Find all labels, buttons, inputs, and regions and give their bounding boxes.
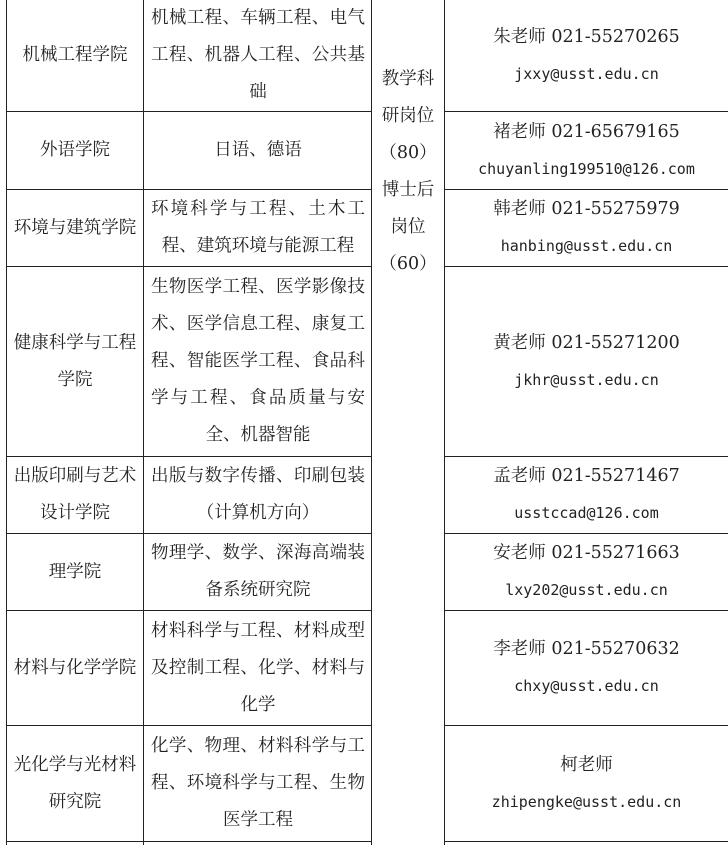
- college-name: 材料与化学学院: [13, 657, 137, 678]
- contact-cell: [445, 611, 728, 725]
- postdoc-post-label: 博士后岗位: [381, 180, 435, 237]
- major-list: [144, 112, 371, 189]
- contact-name-phone: [493, 325, 679, 362]
- major-text: 化学、物理、材料科学与工程、环境科学与工程、生物医学工程: [151, 736, 365, 830]
- major-text: 机械工程、车辆工程、电气工程、机器人工程、公共基础: [151, 8, 365, 102]
- major-text: 环境科学与工程、土木工程、建筑环境与能源工程: [151, 199, 365, 256]
- contact-email[interactable]: zhipengke@usst.edu.cn: [491, 792, 682, 811]
- contact-name-phone: [493, 631, 679, 668]
- major-list: [144, 457, 371, 533]
- contact-phone: 021-55271200: [551, 332, 680, 353]
- major-text: 材料科学与工程、材料成型及控制工程、化学、材料与化学: [151, 620, 365, 715]
- college-name: 理学院: [48, 561, 102, 582]
- contact-email[interactable]: usstccad@126.com: [514, 504, 659, 522]
- contact-name: 孟老师: [493, 466, 546, 486]
- contact-cell: [445, 457, 728, 533]
- contact-phone: 021-55271467: [551, 466, 680, 486]
- major-list: [144, 190, 371, 266]
- college-name: 环境与建筑学院: [13, 217, 137, 238]
- contact-name-phone: [493, 114, 679, 151]
- contact-name-phone: [493, 19, 679, 56]
- contact-name: 褚老师: [493, 121, 546, 142]
- contact-name-phone: [493, 458, 679, 495]
- major-list: [144, 726, 371, 841]
- contact-cell: [445, 190, 728, 266]
- contact-phone: 021-55270632: [551, 639, 680, 659]
- contact-email[interactable]: lxy202@usst.edu.cn: [505, 581, 668, 599]
- contact-email[interactable]: chuyanling199510@126.com: [478, 159, 695, 178]
- contact-phone: 021-55275979: [551, 199, 680, 219]
- contact-name: 韩老师: [493, 199, 546, 219]
- major-list: [144, 611, 371, 725]
- contact-name: 柯老师: [560, 754, 613, 775]
- postdoc-post-count: （60）: [379, 254, 437, 274]
- contact-name: 黄老师: [493, 332, 546, 353]
- post-type-cell: [372, 52, 444, 292]
- contact-phone: 021-55270265: [551, 26, 680, 47]
- contact-cell: [445, 0, 728, 111]
- contact-name-phone: [493, 535, 679, 572]
- research-post-label: 教学科研岗位: [381, 69, 435, 126]
- research-post-count: （80）: [379, 143, 437, 163]
- college-name: 外语学院: [40, 140, 110, 160]
- major-list: [144, 267, 371, 456]
- contact-phone: 021-55271663: [551, 543, 680, 563]
- contact-cell: [445, 267, 728, 456]
- row-divider: [444, 841, 728, 842]
- contact-cell: [445, 726, 728, 841]
- contact-name: 安老师: [493, 543, 546, 563]
- major-text: 物理学、数学、深海高端装备系统研究院: [151, 543, 365, 600]
- college-name: 光化学与光材料研究院: [13, 754, 137, 812]
- contact-email[interactable]: jkhr@usst.edu.cn: [514, 370, 659, 389]
- contact-cell: [445, 112, 728, 189]
- college-name: 健康科学与工程学院: [13, 332, 137, 390]
- contact-email[interactable]: jxxy@usst.edu.cn: [514, 64, 659, 83]
- contact-name: 李老师: [493, 639, 546, 659]
- contact-phone: 021-65679165: [551, 121, 680, 142]
- college-name: 出版印刷与艺术设计学院: [13, 466, 137, 523]
- college-name: 机械工程学院: [22, 45, 128, 65]
- contact-name-phone: [493, 191, 679, 228]
- major-text: 生物医学工程、医学影像技术、医学信息工程、康复工程、智能医学工程、食品科学与工程、食品质量与安全、机器智能: [151, 277, 365, 445]
- contact-name: 朱老师: [493, 26, 546, 47]
- major-text: 出版与数字传播、印刷包装（计算机方向）: [151, 466, 365, 523]
- major-text: 日语、德语: [214, 140, 302, 160]
- contact-email[interactable]: chxy@usst.edu.cn: [514, 677, 659, 695]
- contact-email[interactable]: hanbing@usst.edu.cn: [500, 237, 673, 255]
- major-list: [144, 0, 371, 111]
- major-list: [144, 534, 371, 610]
- contact-cell: [445, 534, 728, 610]
- row-divider: [6, 841, 372, 842]
